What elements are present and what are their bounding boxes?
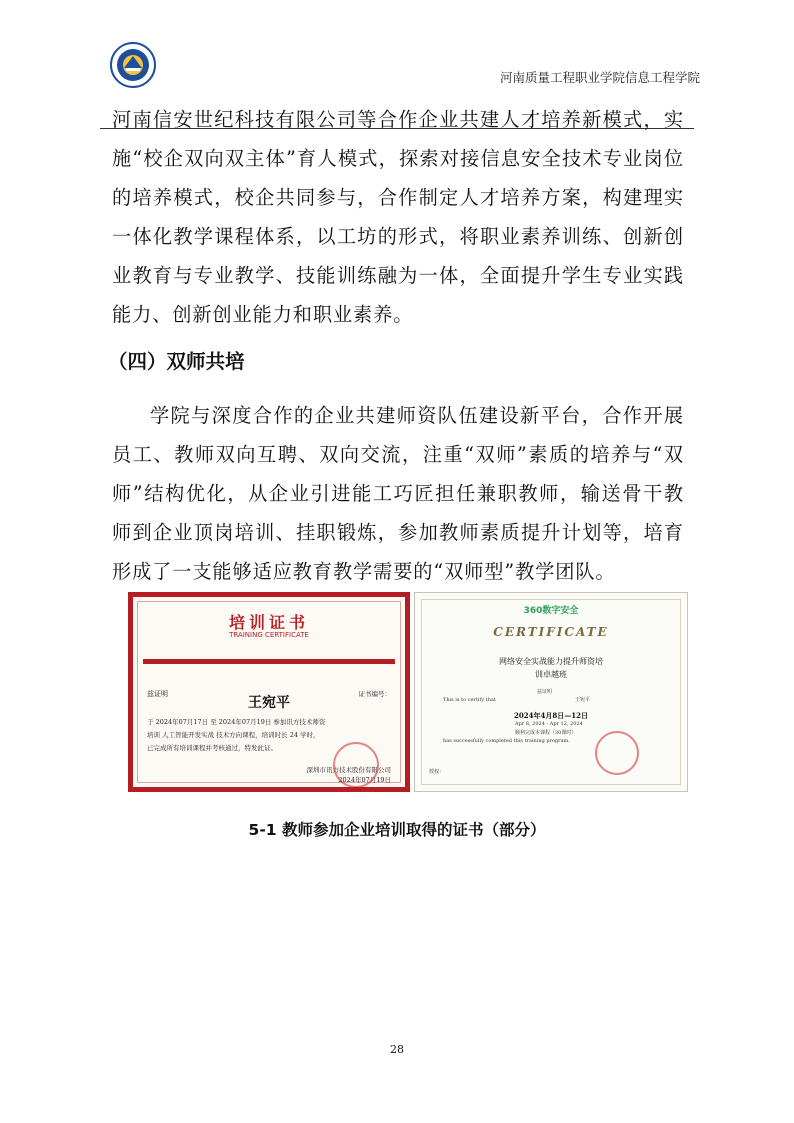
completed-en: has successfully completed this training program. bbox=[443, 738, 570, 744]
page-header bbox=[100, 40, 700, 86]
certificate-number-label: 证书编号： bbox=[358, 690, 391, 698]
course-line-1: 网络安全实战能力提升师资培 bbox=[499, 657, 603, 666]
certificate-subtitle: TRAINING CERTIFICATE bbox=[229, 631, 309, 639]
certificate-label: 兹证明 bbox=[147, 690, 168, 698]
figure-caption: 5-1 教师参加企业培训取得的证书（部分） bbox=[248, 821, 546, 839]
body-paragraph-2: 学院与深度合作的企业共建师资队伍建设新平台，合作开展员工、教师双向互聘、双向交流，注重“双师”素质的培养与“双师”结构优化，从企业引进能工巧匠担任兼职教师，输送骨干教师到企业顶岗培训、挂职锻炼，参加教师素质提升计划等，培育形成了一支能够适应教育教学需要的“双师型”教学团队。 bbox=[112, 404, 684, 583]
red-seal-icon bbox=[595, 731, 639, 775]
completed-cn: 顺利完成本课程（30课时） bbox=[515, 730, 577, 736]
certificate-issuer: 深圳市讯方技术股份有限公司 bbox=[306, 766, 391, 774]
red-seal-icon bbox=[333, 742, 379, 788]
body-paragraph-1: 河南信安世纪科技有限公司等合作企业共建人才培养新模式，实施“校企双向双主体”育人模式，探索对接信息安全技术专业岗位的培养模式，校企共同参与，合作制定人才培养方案，构建理实一体化教学课程体系，以工坊的形式，将职业素养训练、创新创业教育与专业教学、技能训练融为一体，全面提升学生专业实践能力、创新创业能力和职业素养。 bbox=[112, 108, 684, 326]
training-certificate-image bbox=[128, 592, 410, 792]
certificate-brand: 360数字安全 bbox=[523, 606, 579, 616]
certificate-line-3: 已完成所有培训课程并考核通过，特发此证。 bbox=[147, 744, 277, 752]
certificate-date-cn: 2024年4月8日—12日 bbox=[514, 711, 588, 720]
section-heading: （四）双师共培 bbox=[108, 350, 245, 373]
certificate-name: 王宛平 bbox=[575, 697, 591, 703]
certificate-name: 王宛平 bbox=[248, 695, 290, 711]
college-logo-icon bbox=[110, 42, 156, 88]
certificate-issue-date: 2024年07月19日 bbox=[338, 776, 391, 784]
course-line-2: 训卓越班 bbox=[535, 670, 567, 679]
page-number: 28 bbox=[390, 1043, 404, 1056]
certificate-date-en: Apr 8, 2024 - Apr 12, 2024 bbox=[515, 721, 583, 727]
certify-label: 兹证明 bbox=[537, 689, 553, 695]
certificate-red-band bbox=[143, 659, 395, 664]
certificate-title: 培训证书 bbox=[228, 613, 309, 632]
certificate-line-1: 于 2024年07月17日 至 2024年07月19日 参加讯方技术师资 bbox=[147, 718, 326, 726]
security-certificate-image bbox=[414, 592, 688, 792]
certificate-course bbox=[435, 655, 667, 681]
certificate-line-2: 培训 人工智能开发实战 技术方向课程，培训时长 24 学时， bbox=[147, 731, 320, 739]
sign-label: 授权： bbox=[429, 769, 445, 775]
certificate-title: CERTIFICATE bbox=[493, 625, 609, 639]
header-title: 河南质量工程职业学院信息工程学院 bbox=[499, 70, 700, 85]
certify-text: This is to certify that bbox=[443, 697, 496, 703]
